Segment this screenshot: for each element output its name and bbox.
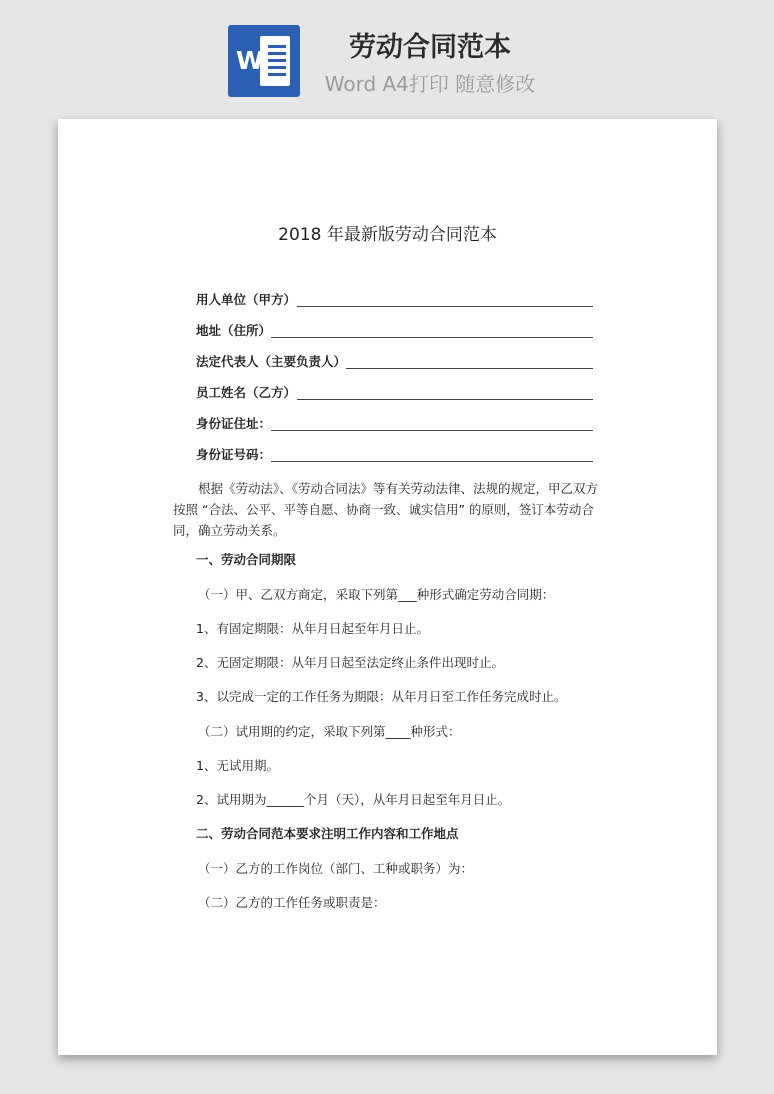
field-id-number: [196, 444, 596, 466]
fill-line: [271, 430, 593, 431]
field-label: 地址（住所）: [196, 323, 272, 338]
banner-subtitle: Word A4打印 随意修改: [324, 72, 536, 96]
document-page: [58, 119, 717, 1055]
word-letter: W: [236, 46, 264, 75]
banner-header: [0, 0, 774, 110]
s1-option-1: 1、有固定期限：从年月日起至年月日止。: [196, 621, 429, 636]
fill-line: [271, 337, 593, 338]
fill-line: [297, 306, 593, 307]
field-label: 身份证号码：: [196, 447, 272, 462]
field-id-address: [196, 413, 596, 435]
field-employee-name: [196, 382, 596, 404]
field-label: 员工姓名（乙方）: [196, 385, 297, 400]
s1-trial-option-1: 1、无试用期。: [196, 758, 279, 773]
document-title: 2018 年最新版劳动合同范本: [278, 225, 497, 245]
field-employer: [196, 289, 596, 311]
fill-line: [297, 399, 593, 400]
s1-option-3: 3、以完成一定的工作任务为期限：从年月日至工作任务完成时止。: [196, 689, 567, 704]
s1-option-2: 2、无固定期限：从年月日起至法定终止条件出现时止。: [196, 655, 504, 670]
s1-clause-1: （一）甲、乙双方商定，采取下列第___种形式确定劳动合同期：: [198, 587, 555, 602]
fill-line: [271, 461, 593, 462]
section-1-heading: 一、劳动合同期限: [196, 552, 297, 567]
fill-line: [346, 368, 593, 369]
field-label: 用人单位（甲方）: [196, 292, 297, 307]
field-label: 法定代表人（主要负责人）: [196, 354, 347, 369]
s1-trial-option-2: 2、试用期为______个月（天），从年月日起至年月日止。: [196, 792, 511, 807]
banner-title: 劳动合同范本: [349, 32, 511, 63]
s1-clause-2: （二）试用期的约定，采取下列第____种形式：: [198, 724, 461, 739]
field-legal-representative: [196, 351, 596, 373]
field-address: [196, 320, 596, 342]
s2-clause-1: （一）乙方的工作岗位（部门、工种或职务）为：: [198, 861, 474, 876]
word-document-icon: [228, 25, 300, 97]
intro-paragraph: 根据《劳动法》、《劳动合同法》等有关劳动法律、法规的规定，甲乙双方按照 “合法、公平、平等自愿、协商一致、诚实信用” 的原则，签订本劳动合同，确立劳动关系。: [173, 481, 599, 538]
section-2-heading: 二、劳动合同范本要求注明工作内容和工作地点: [196, 826, 459, 841]
s2-clause-2: （二）乙方的工作任务或职责是：: [198, 895, 386, 910]
field-label: 身份证住址：: [196, 416, 272, 431]
